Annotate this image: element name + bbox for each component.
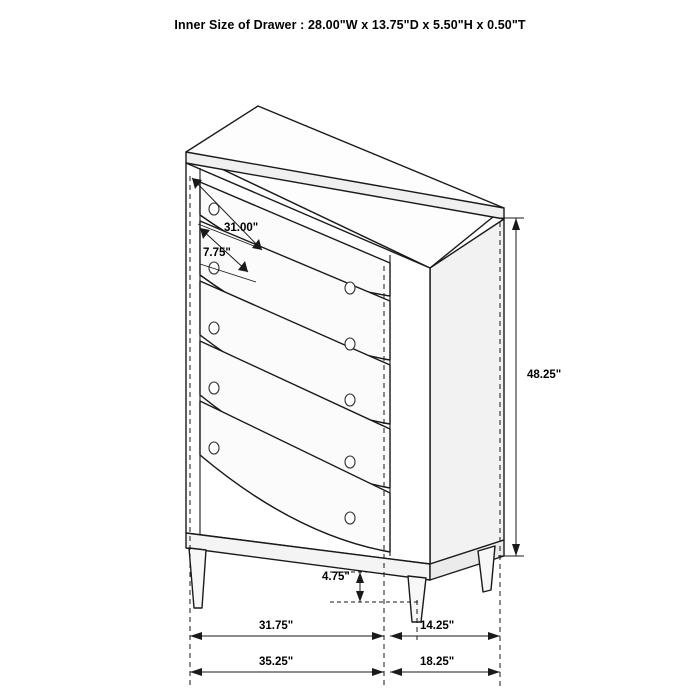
knob-icon	[209, 262, 219, 274]
arrowhead	[372, 668, 384, 676]
chest-side-panel	[430, 219, 504, 564]
dim-label-drawer-inner-width: 31.00"	[224, 222, 259, 234]
arrowhead	[488, 632, 500, 640]
knob-icon	[209, 442, 219, 454]
chest-leg-front-left	[189, 548, 206, 608]
knob-icon	[209, 322, 219, 334]
knob-icon	[345, 456, 355, 468]
knob-icon	[209, 382, 219, 394]
knob-icon	[345, 394, 355, 406]
dim-label-overall-depth: 18.25"	[420, 656, 455, 668]
arrowhead	[488, 668, 500, 676]
dim-label-overall-height: 48.25"	[527, 369, 562, 381]
page-title: Inner Size of Drawer : 28.00"W x 13.75"D x 5.50"H x 0.50"T	[174, 18, 526, 32]
knob-icon	[345, 282, 355, 294]
arrowhead	[512, 544, 520, 556]
knob-icon	[345, 338, 355, 350]
arrowhead	[390, 632, 402, 640]
arrowhead	[190, 668, 202, 676]
dim-label-front-width: 31.75"	[259, 620, 294, 632]
arrowhead	[190, 632, 202, 640]
chest-leg-front-right	[408, 576, 426, 622]
chest-leg-back-right	[478, 546, 495, 592]
knob-icon	[345, 512, 355, 524]
dim-label-drawer-front-height: 7.75"	[203, 247, 231, 259]
chest-illustration	[186, 106, 504, 622]
arrowhead	[356, 572, 364, 583]
arrowhead	[356, 591, 364, 602]
dim-label-side-depth: 14.25"	[420, 620, 455, 632]
arrowhead	[390, 668, 402, 676]
arrowhead	[512, 218, 520, 230]
dim-label-leg-height: 4.75"	[322, 571, 350, 583]
arrowhead	[372, 632, 384, 640]
dim-label-overall-width: 35.25"	[259, 656, 294, 668]
